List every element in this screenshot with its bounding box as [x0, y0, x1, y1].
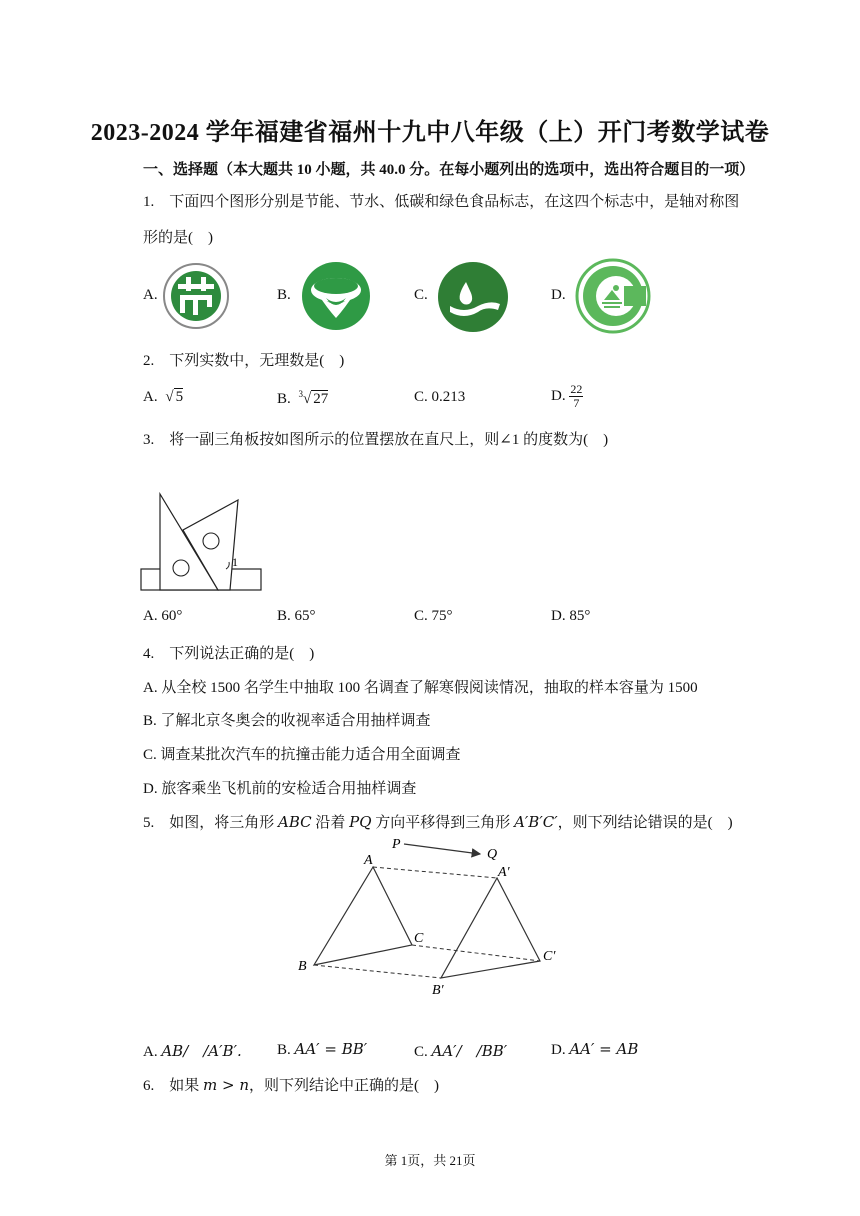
q2-option-c-value: 0.213: [431, 389, 466, 405]
q3-option-c: C. 75°: [414, 608, 453, 624]
q2-option-a-radicand: 5: [175, 389, 184, 405]
question-4-stem: 4. 下列说法正确的是( ): [143, 646, 315, 662]
translation-figure: [292, 832, 572, 1000]
q5-option-b-label: B.: [277, 1042, 291, 1058]
triangle-ruler-figure: [138, 490, 266, 596]
q2-option-b-index: 3: [298, 389, 304, 399]
q5-stem-pre: 5. 如图，将三角形: [143, 815, 279, 831]
q2-option-c-label: C.: [414, 389, 428, 405]
page-title: 2023-2024 学年福建省福州十九中八年级（上）开门考数学试卷: [90, 120, 770, 146]
q5-option-b-expr: AA′ = BB′: [294, 1040, 368, 1058]
q4-option-a: A. 从全校 1500 名学生中抽取 100 名调查了解寒假阅读情况，抽取的样本容量为 1500: [143, 680, 698, 696]
q5-stem-mid2: 方向平移得到三角形: [371, 815, 515, 831]
q5-stem-abc2: A′B′C′: [514, 813, 558, 831]
q2-option-d: [551, 383, 583, 410]
q2-option-b: B. $^3$√ 27: [277, 389, 329, 407]
q3-option-d: D. 85°: [551, 608, 591, 624]
q1-option-d-label: D.: [551, 287, 566, 303]
q1-option-c-label: C.: [414, 287, 428, 303]
q2-option-a: A. √ 5: [143, 389, 184, 405]
low-carbon-logo-icon: [436, 260, 510, 334]
q1-option-b-label: B.: [277, 287, 291, 303]
label-q: Q: [487, 847, 498, 862]
triangle-abc: [314, 867, 412, 965]
q5-option-c-expr: AA′/ /BB′: [431, 1042, 508, 1060]
q2-option-b-label: B.: [277, 391, 291, 407]
q5-option-a-label: A.: [143, 1044, 158, 1060]
q6-stem-pre: 6. 如果: [143, 1078, 204, 1094]
q3-option-b: B. 65°: [277, 608, 316, 624]
question-6-stem: [143, 1074, 439, 1095]
q4-option-c: C. 调查某批次汽车的抗撞击能力适合用全面调查: [143, 747, 461, 763]
q2-option-c: [414, 389, 465, 406]
pq-arrow: [404, 844, 480, 854]
angle-1-label: 1: [232, 555, 238, 569]
triangle-a2b2c2: [441, 878, 540, 978]
energy-saving-logo-icon: [162, 262, 230, 330]
section-heading: 一、选择题（本大题共 10 小题，共 40.0 分。在每小题列出的选项中，选出符合题目的一项）: [143, 162, 755, 178]
q5-option-d-expr: AA′ = AB: [569, 1040, 639, 1058]
q5-stem-mid1: 沿着: [311, 815, 350, 831]
q4-option-d: D. 旅客乘坐飞机前的安检适合用抽样调查: [143, 781, 417, 797]
label-c-prime: C′: [543, 949, 556, 964]
green-food-logo-icon: [574, 258, 652, 334]
q5-option-b: [277, 1040, 367, 1059]
q5-option-c-label: C.: [414, 1044, 428, 1060]
q5-stem-pq: PQ: [349, 813, 372, 831]
q2-option-b-radicand: 27: [313, 391, 329, 407]
q2-option-d-fraction: [569, 383, 583, 410]
q2-option-d-numerator: 22: [570, 382, 583, 396]
label-a: A: [364, 853, 373, 868]
q5-stem-abc: ABC: [278, 813, 312, 831]
q6-stem-post: ，则下列结论中正确的是( ): [249, 1078, 440, 1094]
q5-option-c: [414, 1040, 507, 1061]
q5-stem-post: ，则下列结论错误的是( ): [557, 815, 733, 831]
q2-option-d-label: D.: [551, 388, 566, 404]
label-a-prime: A′: [498, 865, 510, 880]
question-5-stem: [143, 811, 733, 832]
question-1-stem-line2: 形的是( ): [143, 230, 213, 246]
q5-option-d-label: D.: [551, 1042, 566, 1058]
page-footer: 第 1页，共 21页: [384, 1153, 476, 1168]
q2-option-d-denominator: 7: [573, 396, 580, 410]
q3-option-a: A. 60°: [143, 608, 183, 624]
q5-option-a-expr: AB/ /A′B′.: [161, 1042, 242, 1060]
q2-option-a-label: A.: [143, 389, 158, 405]
q5-option-d: [551, 1040, 638, 1059]
label-c: C: [414, 931, 424, 946]
label-p: P: [392, 837, 401, 852]
label-b: B: [298, 959, 307, 974]
q5-option-a: [143, 1040, 242, 1061]
question-1-stem-line1: 1. 下面四个图形分别是节能、节水、低碳和绿色食品标志，在这四个标志中，是轴对称图: [143, 194, 740, 210]
q1-option-a-label: A.: [143, 287, 158, 303]
water-saving-logo-icon: [300, 260, 372, 332]
q6-stem-expr: m > n: [203, 1076, 250, 1094]
question-2-stem: 2. 下列实数中，无理数是( ): [143, 353, 345, 369]
question-3-stem: 3. 将一副三角板按如图所示的位置摆放在直尺上，则∠1 的度数为( ): [143, 432, 609, 448]
label-b-prime: B′: [432, 983, 444, 998]
q4-option-b: B. 了解北京冬奥会的收视率适合用抽样调查: [143, 713, 431, 729]
